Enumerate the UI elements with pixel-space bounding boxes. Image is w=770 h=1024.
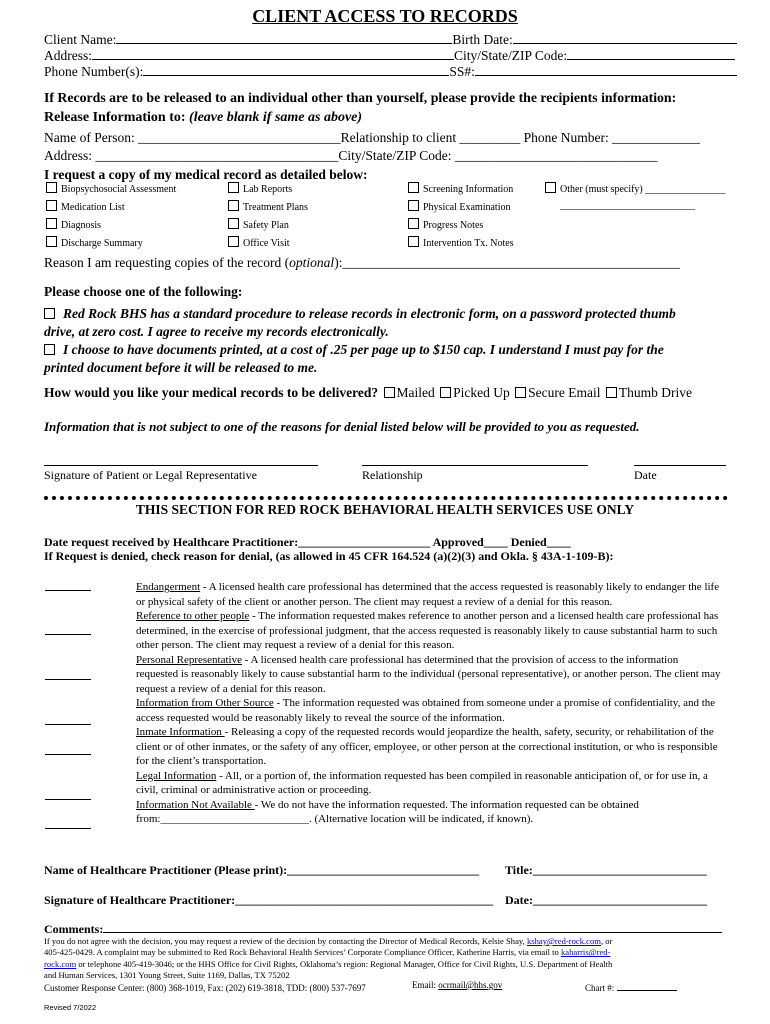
patient-signature-label: Signature of Patient or Legal Representative xyxy=(44,468,257,482)
checkbox-treatment[interactable]: Treatment Plans xyxy=(228,200,308,213)
delivery-mailed[interactable]: Mailed xyxy=(382,385,435,400)
birth-date-field[interactable] xyxy=(513,32,737,44)
checkbox-physical[interactable]: Physical Examination xyxy=(408,200,511,213)
address-field[interactable] xyxy=(92,48,454,60)
checkbox-icon[interactable] xyxy=(228,218,239,229)
recipient-city-field[interactable]: City/State/ZIP Code: ______________________________ xyxy=(338,148,658,163)
denial-note: If Request is denied, check reason for denial, (as allowed in 45 CFR 164.524 (a)(2)(3) and Okla. § 43A-1-109-B): xyxy=(44,549,614,563)
date-signature-line[interactable] xyxy=(634,465,726,466)
date-received-row[interactable]: Date request received by Healthcare Practitioner:______________________ Approved____ Denied____ xyxy=(44,535,571,549)
phone-label: Phone Number(s): xyxy=(44,64,144,79)
comments-field[interactable] xyxy=(103,922,722,933)
chart-number: Chart #: xyxy=(585,982,677,993)
reason-check-personal-rep[interactable] xyxy=(45,679,91,680)
checkbox-icon[interactable] xyxy=(408,182,419,193)
footer-notice: If you do not agree with the decision, you may request a review of the decision by contacting the Director of Medical Records, Kelsie Shay, kshay@red-rock.com, or 405-425-0429. A complaint may be submitted to Red Rock Behavioral Health Services’ Corporate Compliance Officer, Katherine Harris, via email to kaharris@red- rock.com or telephone 405-419-3046; or the HHS Office for Civil Rights, Oklahoma’s region: Regional Manager, Office for Civil Rights, U.S. Department of Health and Human Services, 1301 Young Street, Suite 1169, Dallas, TX 75202 xyxy=(44,936,613,981)
checkbox-icon[interactable] xyxy=(44,344,55,355)
checkbox-other[interactable]: Other (must specify) ________________ xyxy=(545,182,725,195)
choose-heading: Please choose one of the following: xyxy=(44,284,243,299)
checkbox-icon[interactable] xyxy=(384,387,395,398)
city-state-zip-field[interactable] xyxy=(567,48,735,60)
reason-check-reference[interactable] xyxy=(45,634,91,635)
recipient-phone-field[interactable]: Phone Number: _____________ xyxy=(523,130,700,145)
reason-field[interactable]: Reason I am requesting copies of the record (optional):__________________________________________________ xyxy=(44,255,680,270)
reason-check-other-source[interactable] xyxy=(45,724,91,725)
checkbox-discharge[interactable]: Discharge Summary xyxy=(46,236,143,249)
release-info-heading: Release Information to: (leave blank if same as above) xyxy=(44,110,363,125)
ss-field[interactable] xyxy=(475,64,737,76)
checkbox-icon[interactable] xyxy=(545,182,556,193)
footer-contact: Customer Response Center: (800) 368-1019, Fax: (202) 619-3818, TDD: (800) 537-7697 xyxy=(44,983,366,993)
patient-signature-line[interactable] xyxy=(44,465,318,466)
option-printed[interactable]: I choose to have documents printed, at a cost of .25 per page up to $150 cap. I understand I must pay for the printed document before it will be released to me. xyxy=(44,342,664,375)
checkbox-icon[interactable] xyxy=(515,387,526,398)
office-use-heading: THIS SECTION FOR RED ROCK BEHAVIORAL HEALTH SERVICES USE ONLY xyxy=(135,502,635,517)
checkbox-icon[interactable] xyxy=(408,236,419,247)
city-state-zip-label: City/State/ZIP Code: xyxy=(454,48,568,63)
checkbox-progress-notes[interactable]: Progress Notes xyxy=(408,218,483,231)
denial-reasons-list xyxy=(136,580,722,827)
delivery-secure-email[interactable]: Secure Email xyxy=(513,385,600,400)
reason-inmate: Inmate Information - Releasing a copy of the requested records would jeopardize the health, safety, security, or rehabilitation of the client or of other inmates, or the safety of any officer, employee, or other person at the correctional institution, or who is responsible for the client’s transportation. xyxy=(136,726,718,767)
checkbox-icon[interactable] xyxy=(440,387,451,398)
phone-field[interactable] xyxy=(143,64,449,76)
practitioner-title-field[interactable]: Title:_____________________________ xyxy=(505,863,707,877)
relationship-field[interactable]: Relationship to client _________ xyxy=(340,130,521,145)
footer-email: Email: ocrmail@hhs.gov xyxy=(412,980,503,990)
checkbox-icon[interactable] xyxy=(228,236,239,247)
checkbox-icon[interactable] xyxy=(46,200,57,211)
recipient-name-field[interactable]: Name of Person: ______________________________ xyxy=(44,130,341,145)
delivery-row xyxy=(44,385,692,401)
recipient-address-row[interactable] xyxy=(44,148,657,164)
reason-check-inmate[interactable] xyxy=(45,754,91,755)
reason-not-available: Information Not Available - We do not have the information requested. The information requested can be obtained from:___________________________. (Alternative location will be indicated, if known). xyxy=(136,798,639,825)
practitioner-signature-field[interactable]: Signature of Healthcare Practitioner:___________________________________________ xyxy=(44,893,494,907)
page-title: CLIENT ACCESS TO RECORDS xyxy=(252,6,518,26)
checkbox-office-visit[interactable]: Office Visit xyxy=(228,236,290,249)
address-label: Address: xyxy=(44,48,92,63)
checkbox-icon[interactable] xyxy=(408,218,419,229)
compliance-email-link[interactable]: kaharris@red- xyxy=(560,947,611,958)
delivery-thumb-drive[interactable]: Thumb Drive xyxy=(604,385,692,400)
checkbox-medication[interactable]: Medication List xyxy=(46,200,125,213)
chart-number-field[interactable] xyxy=(617,982,677,991)
checkbox-icon[interactable] xyxy=(44,308,55,319)
reason-check-legal[interactable] xyxy=(45,799,91,800)
relationship-signature-line[interactable] xyxy=(362,465,588,466)
client-name-label: Client Name: xyxy=(44,32,117,47)
client-name-field[interactable] xyxy=(116,32,452,44)
relationship-label: Relationship xyxy=(362,468,423,482)
reason-endangerment: Endangerment - A licensed health care professional has determined that the access requested is reasonably likely to endanger the life or physical safety of the client or another person. The client may request a review of a denial for this reason. xyxy=(136,581,720,608)
reason-check-endangerment[interactable] xyxy=(45,590,91,591)
reason-check-not-available[interactable] xyxy=(45,828,91,829)
checkbox-screening[interactable]: Screening Information xyxy=(408,182,513,195)
compliance-email-link-cont[interactable]: rock.com xyxy=(44,958,77,969)
checkbox-lab-reports[interactable]: Lab Reports xyxy=(228,182,292,195)
birth-date-label: Birth Date: xyxy=(452,32,513,47)
practitioner-name-field[interactable]: Name of Healthcare Practitioner (Please print):________________________________ xyxy=(44,863,480,877)
checkbox-icon[interactable] xyxy=(408,200,419,211)
date-label: Date xyxy=(634,468,657,482)
revised-date: Revised 7/2022 xyxy=(44,1003,97,1012)
section-divider xyxy=(44,496,728,500)
comments-row[interactable]: Comments: xyxy=(44,922,722,937)
checkbox-icon[interactable] xyxy=(46,182,57,193)
checkbox-intervention[interactable]: Intervention Tx. Notes xyxy=(408,236,514,249)
checkbox-icon[interactable] xyxy=(46,236,57,247)
checkbox-icon[interactable] xyxy=(228,182,239,193)
director-email-link[interactable]: kshay@red-rock.com xyxy=(526,936,601,946)
recipient-address-field[interactable]: Address: ____________________________________ xyxy=(44,148,339,163)
checkbox-icon[interactable] xyxy=(46,218,57,229)
client-info xyxy=(44,32,737,80)
delivery-question: How would you like your medical records to be delivered? xyxy=(44,385,379,400)
checkbox-icon[interactable] xyxy=(606,387,617,398)
delivery-picked-up[interactable]: Picked Up xyxy=(438,385,510,400)
ss-label: SS#: xyxy=(449,64,475,79)
info-note: Information that is not subject to one of the reasons for denial listed below will be provided to you as requested. xyxy=(44,419,640,434)
reason-personal-rep: Personal Representative - A licensed health care professional has determined that the provision of access to the information requested is reasonably likely to cause substantial harm to the individual (personal representative), or another person. The client may request a review of a denial for this reason. xyxy=(136,653,721,695)
request-heading: I request a copy of my medical record as detailed below: xyxy=(44,167,368,182)
reason-legal: Legal Information - All, or a portion of, the information requested has been compiled in reasonable anticipation of, or for use in, a civil, criminal or administrative action or proceeding. xyxy=(136,769,708,796)
ocr-email-link[interactable]: ocrmail@hhs.gov xyxy=(438,980,503,990)
option-electronic[interactable]: Red Rock BHS has a standard procedure to release records in electronic form, on a password protected thumb drive, at zero cost. I agree to receive my records electronically. xyxy=(44,306,676,339)
reason-other-source: Information from Other Source - The information requested was obtained from someone under a promise of confidentiality, and the access requested would be reasonably likely to reveal the source of the information. xyxy=(136,697,716,724)
checkbox-icon[interactable] xyxy=(228,200,239,211)
recipient-name-row[interactable] xyxy=(44,130,700,146)
practitioner-date-field[interactable]: Date:_____________________________ xyxy=(505,893,707,907)
recipient-prompt: If Records are to be released to an individual other than yourself, please provide the recipients information: xyxy=(44,90,677,105)
other-specify-line[interactable]: ___________________________ xyxy=(560,200,695,211)
reason-reference: Reference to other people - The information requested makes reference to another person and a licensed health care professional has determined, in the exercise of professional judgment, that the access requested is reasonably likely to cause substantial harm to such other person. The client may request a review of a denial for this reason. xyxy=(136,610,719,651)
checkbox-biopsychosocial[interactable]: Biopsychosocial Assessment xyxy=(46,182,176,195)
checkbox-safety-plan[interactable]: Safety Plan xyxy=(228,218,289,231)
checkbox-diagnosis[interactable]: Diagnosis xyxy=(46,218,101,231)
